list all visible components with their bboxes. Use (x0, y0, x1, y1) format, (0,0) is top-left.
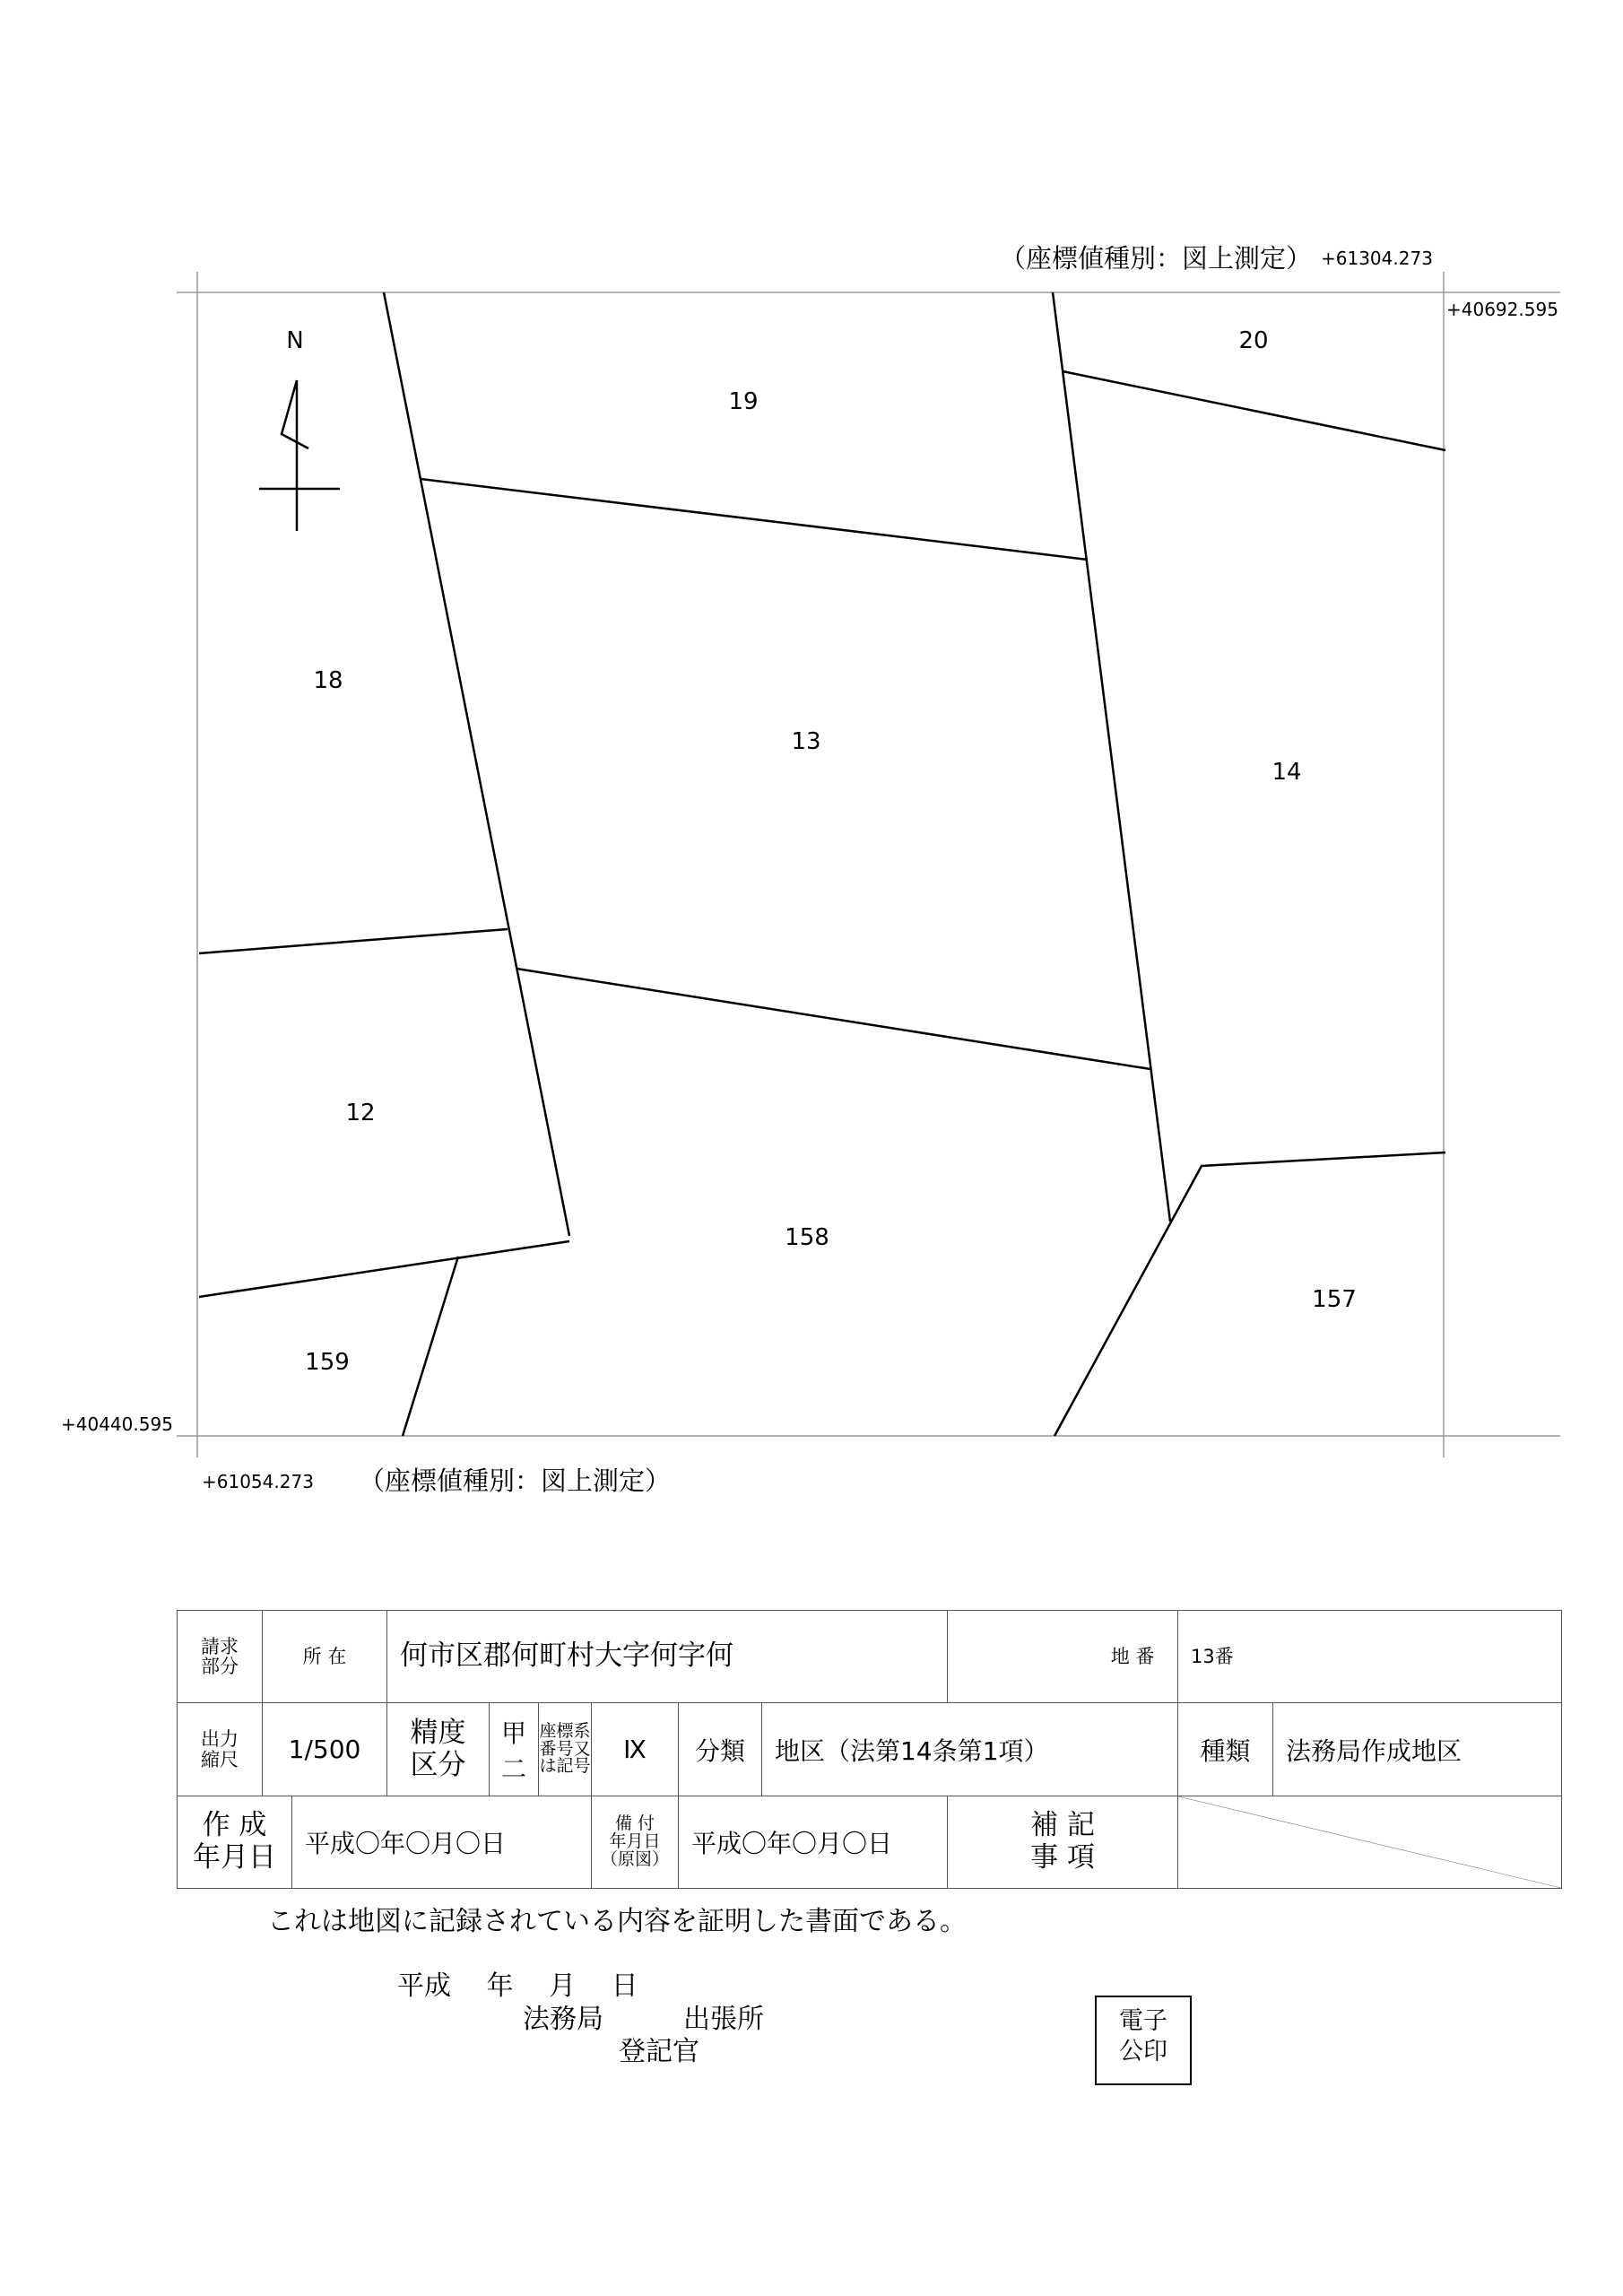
parcel-label: 158 (785, 1224, 829, 1251)
parcel-label: 12 (345, 1100, 376, 1126)
diagonal-strike (1178, 1796, 1561, 1888)
remarks-value-empty (1178, 1796, 1562, 1889)
parcel-label: 19 (728, 388, 759, 415)
coord-bottom-left-y: +40440.595 (61, 1413, 173, 1435)
original-value: 平成〇年〇月〇日 (679, 1796, 948, 1889)
parcel-label: 13 (791, 728, 821, 755)
kind-label: 種類 (1178, 1703, 1273, 1796)
scale-value: 1/500 (263, 1703, 387, 1796)
location-value: 何市区郡何町村大字何字何 (387, 1611, 948, 1703)
north-arrow-icon (259, 380, 340, 531)
remarks-label: 補 記 事 項 (948, 1796, 1178, 1889)
coordinate-type-top: （座標値種別：図上測定） (1000, 243, 1313, 274)
request-label: 請求 部分 (178, 1611, 263, 1703)
precision-label: 精度 区分 (387, 1703, 490, 1796)
parcel-label: 157 (1312, 1286, 1357, 1313)
scale-label: 出力 縮尺 (178, 1703, 263, 1796)
north-label: N (286, 327, 304, 354)
lot-label: 地 番 (1110, 1645, 1155, 1667)
coordinate-type-bottom: （座標値種別：図上測定） (359, 1465, 672, 1496)
coord-top-right-y: +40692.595 (1446, 299, 1558, 320)
map-frame (177, 272, 1560, 1457)
created-value: 平成〇年〇月〇日 (292, 1796, 592, 1889)
bureau-label: 法務局 (523, 2004, 603, 2035)
info-table (177, 1610, 1562, 1889)
parcel-label: 18 (313, 667, 343, 694)
electronic-seal: 電子 公印 (1095, 1996, 1192, 2085)
lot-value: 13番 (1178, 1611, 1562, 1703)
category-value: 地区（法第14条第1項） (762, 1703, 1178, 1796)
certification-date: 平成 年 月 日 (397, 1970, 638, 2002)
precision-value: 甲二 (490, 1703, 539, 1796)
coord-system-label: 座標系 番号又 は記号 (539, 1703, 592, 1796)
branch-label: 出張所 (683, 2004, 764, 2035)
coord-bottom-left-x: +61054.273 (202, 1471, 314, 1492)
location-label: 所 在 (263, 1611, 387, 1703)
original-label: 備 付 年月日 （原図） (592, 1796, 679, 1889)
parcel-label: 20 (1238, 327, 1269, 354)
category-label: 分類 (679, 1703, 762, 1796)
created-label: 作 成 年月日 (178, 1796, 292, 1889)
certification-statement: これは地図に記録されている内容を証明した書面である。 (267, 1906, 967, 1937)
coord-top-right-x: +61304.273 (1321, 248, 1433, 269)
parcel-label: 14 (1271, 759, 1302, 786)
lot-label-cell (948, 1611, 1178, 1703)
kind-value: 法務局作成地区 (1273, 1703, 1562, 1796)
parcel-label: 159 (305, 1349, 350, 1376)
registrar-label: 登記官 (619, 2036, 699, 2067)
parcel-boundaries (199, 292, 1445, 1436)
coord-system-value: Ⅸ (592, 1703, 679, 1796)
